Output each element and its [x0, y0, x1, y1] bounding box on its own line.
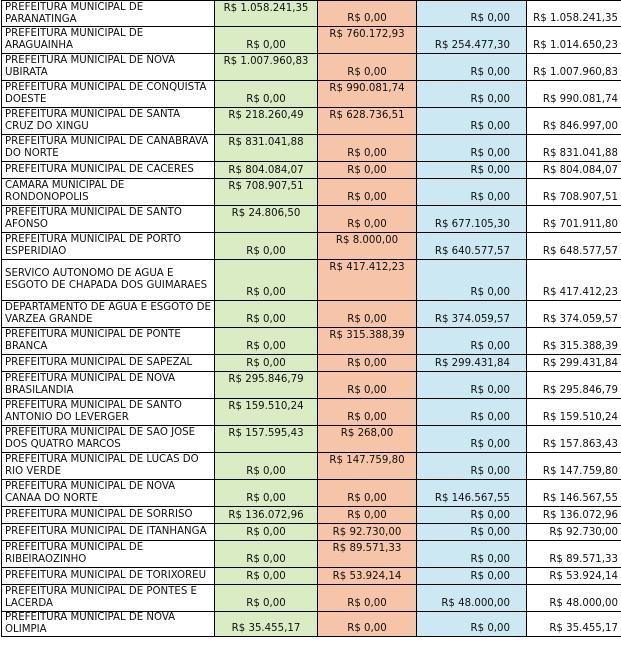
total-value: R$ 295.846,79 — [527, 372, 621, 399]
column2-value: R$ 0,00 — [318, 585, 417, 612]
table-row — [2, 233, 621, 260]
column1-value: R$ 831.041,88 — [215, 135, 318, 162]
table-row — [2, 355, 621, 372]
column2-value: R$ 147.759,80 — [318, 453, 417, 480]
column3-value: R$ 0,00 — [417, 54, 527, 81]
table-row — [2, 135, 621, 162]
column3-value: R$ 0,00 — [417, 179, 527, 206]
table-row — [2, 612, 621, 637]
table-row — [2, 399, 621, 426]
table-row — [2, 301, 621, 328]
total-value: R$ 48.000,00 — [527, 585, 621, 612]
column1-value: R$ 159.510,24 — [215, 399, 318, 426]
entity-cell: PREFEITURA MUNICIPAL DE TORIXOREU — [2, 568, 215, 585]
column3-value: R$ 0,00 — [417, 372, 527, 399]
entity-cell: SERVICO AUTONOMO DE AGUA E ESGOTO DE CHAPADA DOS GUIMARAES — [2, 260, 215, 301]
column3-value: R$ 374.059,57 — [417, 301, 527, 328]
column3-value: R$ 0,00 — [417, 135, 527, 162]
entity-cell: CAMARA MUNICIPAL DE RONDONOPOLIS — [2, 179, 215, 206]
column3-value: R$ 677.105,30 — [417, 206, 527, 233]
column2-value: R$ 0,00 — [318, 355, 417, 372]
entity-cell: PREFEITURA MUNICIPAL DE NOVA CANAA DO NORTE — [2, 480, 215, 507]
table-row — [2, 54, 621, 81]
total-value: R$ 53.924,14 — [527, 568, 621, 585]
column3-value: R$ 0,00 — [417, 260, 527, 301]
total-value: R$ 35.455,17 — [527, 612, 621, 637]
column3-value: R$ 0,00 — [417, 81, 527, 108]
column2-value: R$ 53.924,14 — [318, 568, 417, 585]
column2-value: R$ 0,00 — [318, 54, 417, 81]
column1-value: R$ 0,00 — [215, 480, 318, 507]
column2-value: R$ 628.736,51 — [318, 108, 417, 135]
column2-value: R$ 760.172,93 — [318, 27, 417, 54]
entity-cell: PREFEITURA MUNICIPAL DE CONQUISTA DOESTE — [2, 81, 215, 108]
column1-value: R$ 804.084,07 — [215, 162, 318, 179]
total-value: R$ 831.041,88 — [527, 135, 621, 162]
entity-cell: PREFEITURA MUNICIPAL DE SANTO AFONSO — [2, 206, 215, 233]
column3-value: R$ 0,00 — [417, 399, 527, 426]
column1-value: R$ 157.595,43 — [215, 426, 318, 453]
column3-value: R$ 0,00 — [417, 426, 527, 453]
column3-value: R$ 146.567,55 — [417, 480, 527, 507]
column1-value: R$ 0,00 — [215, 568, 318, 585]
table-row — [2, 206, 621, 233]
column2-value: R$ 0,00 — [318, 135, 417, 162]
table-row — [2, 453, 621, 480]
table-row — [2, 179, 621, 206]
entity-cell: PREFEITURA MUNICIPAL DE ARAGUAINHA — [2, 27, 215, 54]
column2-value: R$ 0,00 — [318, 612, 417, 637]
total-value: R$ 804.084,07 — [527, 162, 621, 179]
column3-value: R$ 0,00 — [417, 453, 527, 480]
total-value: R$ 417.412,23 — [527, 260, 621, 301]
table-row — [2, 162, 621, 179]
table-row — [2, 541, 621, 568]
column2-value: R$ 0,00 — [318, 162, 417, 179]
column1-value: R$ 35.455,17 — [215, 612, 318, 637]
column2-value: R$ 315.388,39 — [318, 328, 417, 355]
column1-value: R$ 1.007.960,83 — [215, 54, 318, 81]
column3-value: R$ 254.477,30 — [417, 27, 527, 54]
column2-value: R$ 0,00 — [318, 480, 417, 507]
entity-cell: PREFEITURA MUNICIPAL DE PONTES E LACERDA — [2, 585, 215, 612]
entity-cell: PREFEITURA MUNICIPAL DE SANTA CRUZ DO XINGU — [2, 108, 215, 135]
total-value: R$ 990.081,74 — [527, 81, 621, 108]
table-row — [2, 260, 621, 301]
total-value: R$ 299.431,84 — [527, 355, 621, 372]
entity-cell: PREFEITURA MUNICIPAL DE CACERES — [2, 162, 215, 179]
column2-value: R$ 0,00 — [318, 507, 417, 524]
column2-value: R$ 417.412,23 — [318, 260, 417, 301]
total-value: R$ 159.510,24 — [527, 399, 621, 426]
column1-value: R$ 136.072,96 — [215, 507, 318, 524]
column2-value: R$ 0,00 — [318, 1, 417, 27]
entity-cell: PREFEITURA MUNICIPAL DE SAO JOSE DOS QUATRO MARCOS — [2, 426, 215, 453]
column2-value: R$ 0,00 — [318, 372, 417, 399]
column3-value: R$ 299.431,84 — [417, 355, 527, 372]
table-row — [2, 507, 621, 524]
entity-cell: PREFEITURA MUNICIPAL DE CANABRAVA DO NORTE — [2, 135, 215, 162]
total-value: R$ 1.007.960,83 — [527, 54, 621, 81]
total-value: R$ 1.014.650,23 — [527, 27, 621, 54]
column1-value: R$ 0,00 — [215, 301, 318, 328]
total-value: R$ 701.911,80 — [527, 206, 621, 233]
total-value: R$ 146.567,55 — [527, 480, 621, 507]
entity-cell: PREFEITURA MUNICIPAL DE SANTO ANTONIO DO LEVERGER — [2, 399, 215, 426]
entity-cell: PREFEITURA MUNICIPAL DE PORTO ESPERIDIAO — [2, 233, 215, 260]
table-row — [2, 81, 621, 108]
column1-value: R$ 0,00 — [215, 81, 318, 108]
column1-value: R$ 708.907,51 — [215, 179, 318, 206]
table-row — [2, 568, 621, 585]
entity-cell: PREFEITURA MUNICIPAL DE NOVA OLIMPIA — [2, 612, 215, 637]
table-row — [2, 1, 621, 27]
column1-value: R$ 24.806,50 — [215, 206, 318, 233]
column1-value: R$ 1.058.241,35 — [215, 1, 318, 27]
column3-value: R$ 0,00 — [417, 108, 527, 135]
total-value: R$ 846.997,00 — [527, 108, 621, 135]
column1-value: R$ 295.846,79 — [215, 372, 318, 399]
entity-cell: PREFEITURA MUNICIPAL DE RIBEIRAOZINHO — [2, 541, 215, 568]
column2-value: R$ 990.081,74 — [318, 81, 417, 108]
total-value: R$ 136.072,96 — [527, 507, 621, 524]
table-row — [2, 108, 621, 135]
total-value: R$ 648.577,57 — [527, 233, 621, 260]
entity-cell: PREFEITURA MUNICIPAL DE SORRISO — [2, 507, 215, 524]
column1-value: R$ 0,00 — [215, 355, 318, 372]
column3-value: R$ 0,00 — [417, 507, 527, 524]
total-value: R$ 374.059,57 — [527, 301, 621, 328]
entity-cell: DEPARTAMENTO DE AGUA E ESGOTO DE VARZEA GRANDE — [2, 301, 215, 328]
total-value: R$ 92.730,00 — [527, 524, 621, 541]
table-row — [2, 372, 621, 399]
column3-value: R$ 0,00 — [417, 328, 527, 355]
column1-value: R$ 0,00 — [215, 328, 318, 355]
table-body — [2, 1, 621, 637]
column1-value: R$ 0,00 — [215, 27, 318, 54]
total-value: R$ 315.388,39 — [527, 328, 621, 355]
table-row — [2, 27, 621, 54]
table-row — [2, 480, 621, 507]
column3-value: R$ 0,00 — [417, 541, 527, 568]
transfers-table — [1, 0, 621, 637]
table-row — [2, 426, 621, 453]
column1-value: R$ 0,00 — [215, 585, 318, 612]
entity-cell: PREFEITURA MUNICIPAL DE NOVA UBIRATA — [2, 54, 215, 81]
total-value: R$ 1.058.241,35 — [527, 1, 621, 27]
total-value: R$ 708.907,51 — [527, 179, 621, 206]
entity-cell: PREFEITURA MUNICIPAL DE NOVA BRASILANDIA — [2, 372, 215, 399]
column3-value: R$ 0,00 — [417, 1, 527, 27]
column2-value: R$ 0,00 — [318, 301, 417, 328]
table-row — [2, 524, 621, 541]
column3-value: R$ 0,00 — [417, 612, 527, 637]
table-row — [2, 585, 621, 612]
column2-value: R$ 0,00 — [318, 399, 417, 426]
column1-value: R$ 0,00 — [215, 453, 318, 480]
column1-value: R$ 0,00 — [215, 541, 318, 568]
total-value: R$ 157.863,43 — [527, 426, 621, 453]
table-row — [2, 328, 621, 355]
column3-value: R$ 0,00 — [417, 524, 527, 541]
column2-value: R$ 0,00 — [318, 206, 417, 233]
column2-value: R$ 92.730,00 — [318, 524, 417, 541]
entity-cell: PREFEITURA MUNICIPAL DE SAPEZAL — [2, 355, 215, 372]
total-value: R$ 147.759,80 — [527, 453, 621, 480]
column3-value: R$ 0,00 — [417, 162, 527, 179]
entity-cell: PREFEITURA MUNICIPAL DE ITANHANGA — [2, 524, 215, 541]
column1-value: R$ 0,00 — [215, 233, 318, 260]
entity-cell: PREFEITURA MUNICIPAL DE PARANATINGA — [2, 1, 215, 27]
column3-value: R$ 640.577,57 — [417, 233, 527, 260]
column1-value: R$ 0,00 — [215, 524, 318, 541]
column1-value: R$ 0,00 — [215, 260, 318, 301]
column1-value: R$ 218.260,49 — [215, 108, 318, 135]
column3-value: R$ 0,00 — [417, 568, 527, 585]
column2-value: R$ 0,00 — [318, 179, 417, 206]
column2-value: R$ 268,00 — [318, 426, 417, 453]
column2-value: R$ 89.571,33 — [318, 541, 417, 568]
total-value: R$ 89.571,33 — [527, 541, 621, 568]
column2-value: R$ 8.000,00 — [318, 233, 417, 260]
entity-cell: PREFEITURA MUNICIPAL DE LUCAS DO RIO VERDE — [2, 453, 215, 480]
entity-cell: PREFEITURA MUNICIPAL DE PONTE BRANCA — [2, 328, 215, 355]
column3-value: R$ 48.000,00 — [417, 585, 527, 612]
